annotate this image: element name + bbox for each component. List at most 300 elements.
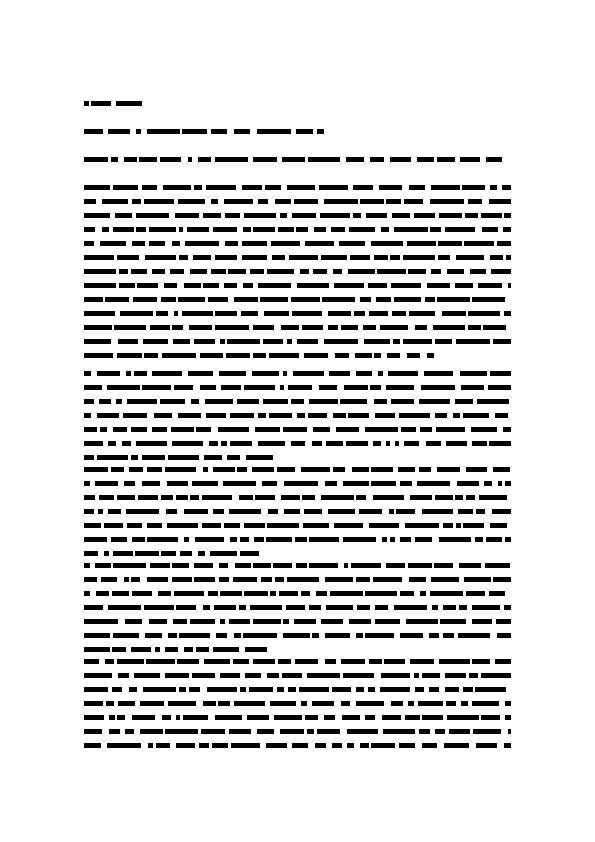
text-glyph-run bbox=[84, 591, 90, 596]
header-label-line bbox=[84, 101, 142, 106]
text-glyph-run bbox=[353, 185, 373, 190]
text-glyph-run bbox=[124, 157, 137, 162]
text-glyph-run bbox=[360, 199, 384, 204]
text-glyph-run bbox=[84, 129, 103, 134]
text-glyph-run bbox=[215, 715, 242, 720]
text-glyph-run bbox=[486, 157, 502, 162]
text-glyph-run bbox=[109, 729, 120, 734]
text-glyph-run bbox=[468, 311, 500, 316]
text-glyph-run bbox=[179, 227, 183, 232]
text-glyph-run bbox=[253, 619, 281, 624]
text-glyph-run bbox=[124, 481, 135, 486]
text-glyph-run bbox=[381, 227, 389, 232]
text-glyph-run bbox=[101, 577, 117, 582]
text-glyph-run bbox=[489, 591, 505, 596]
text-glyph-run bbox=[340, 399, 367, 404]
text-glyph-run bbox=[84, 509, 94, 514]
text-glyph-run bbox=[125, 619, 142, 624]
text-glyph-run bbox=[302, 325, 323, 330]
text-glyph-run bbox=[359, 509, 382, 514]
text-glyph-run bbox=[245, 647, 267, 652]
text-glyph-run bbox=[277, 467, 295, 472]
text-glyph-run bbox=[444, 743, 469, 748]
text-glyph-run bbox=[476, 509, 485, 514]
text-glyph-run bbox=[118, 673, 129, 678]
text-glyph-run bbox=[328, 509, 355, 514]
text-glyph-run bbox=[152, 371, 182, 376]
text-glyph-run bbox=[418, 701, 443, 706]
text-glyph-run bbox=[456, 255, 484, 260]
text-glyph-run bbox=[477, 399, 509, 404]
text-glyph-run bbox=[429, 687, 439, 692]
text-glyph-run bbox=[96, 591, 109, 596]
text-glyph-run bbox=[136, 213, 169, 218]
text-glyph-run bbox=[168, 701, 196, 706]
text-glyph-run bbox=[142, 385, 171, 390]
text-glyph-run bbox=[107, 743, 141, 748]
paragraph-2-line bbox=[84, 371, 511, 376]
text-glyph-run bbox=[218, 701, 230, 706]
text-glyph-run bbox=[503, 427, 511, 432]
text-glyph-run bbox=[126, 371, 131, 376]
text-glyph-run bbox=[178, 413, 201, 418]
text-glyph-run bbox=[269, 353, 299, 358]
text-glyph-run bbox=[113, 633, 139, 638]
text-glyph-run bbox=[422, 715, 443, 720]
text-glyph-run bbox=[389, 509, 394, 514]
text-glyph-run bbox=[266, 743, 287, 748]
text-glyph-run bbox=[369, 523, 399, 528]
text-glyph-run bbox=[353, 213, 361, 218]
text-glyph-run bbox=[308, 157, 340, 162]
text-glyph-run bbox=[150, 325, 170, 330]
text-glyph-run bbox=[215, 157, 248, 162]
text-glyph-run bbox=[497, 633, 511, 638]
text-glyph-run bbox=[284, 481, 318, 486]
text-glyph-run bbox=[269, 413, 292, 418]
text-glyph-run bbox=[160, 399, 185, 404]
text-glyph-run bbox=[386, 563, 405, 568]
text-glyph-run bbox=[503, 227, 511, 232]
text-glyph-run bbox=[184, 647, 193, 652]
text-glyph-run bbox=[224, 523, 240, 528]
text-glyph-run bbox=[296, 563, 307, 568]
text-glyph-run bbox=[505, 715, 511, 720]
text-glyph-run bbox=[287, 577, 319, 582]
text-glyph-run bbox=[266, 537, 292, 542]
text-glyph-run bbox=[178, 199, 205, 204]
text-glyph-run bbox=[84, 605, 103, 610]
text-glyph-run bbox=[204, 455, 222, 460]
text-glyph-run bbox=[431, 577, 459, 582]
text-glyph-run bbox=[200, 353, 223, 358]
text-glyph-run bbox=[84, 647, 110, 652]
text-glyph-run bbox=[252, 371, 279, 376]
text-glyph-run bbox=[312, 441, 322, 446]
text-glyph-run bbox=[346, 157, 364, 162]
text-glyph-run bbox=[187, 227, 209, 232]
text-glyph-run bbox=[263, 399, 288, 404]
text-glyph-run bbox=[370, 157, 384, 162]
text-glyph-run bbox=[375, 413, 395, 418]
text-glyph-run bbox=[287, 339, 292, 344]
text-glyph-run bbox=[392, 213, 410, 218]
text-glyph-run bbox=[347, 729, 378, 734]
text-glyph-run bbox=[190, 495, 199, 500]
text-glyph-run bbox=[443, 633, 454, 638]
text-glyph-run bbox=[374, 399, 387, 404]
text-glyph-run bbox=[240, 551, 259, 556]
text-glyph-run bbox=[84, 619, 118, 624]
paragraph-2-line bbox=[84, 385, 511, 390]
text-glyph-run bbox=[443, 523, 453, 528]
text-glyph-run bbox=[280, 213, 287, 218]
text-glyph-run bbox=[456, 339, 490, 344]
text-glyph-run bbox=[458, 509, 473, 514]
text-glyph-run bbox=[313, 427, 330, 432]
paragraph-3-line bbox=[84, 551, 260, 556]
text-glyph-run bbox=[194, 563, 213, 568]
paragraph-5-line bbox=[84, 659, 511, 664]
text-glyph-run bbox=[215, 311, 237, 316]
text-glyph-run bbox=[84, 563, 90, 568]
text-glyph-run bbox=[360, 743, 369, 748]
text-glyph-run bbox=[309, 563, 338, 568]
text-glyph-run bbox=[166, 509, 177, 514]
text-glyph-run bbox=[440, 619, 466, 624]
text-glyph-run bbox=[156, 311, 168, 316]
text-glyph-run bbox=[350, 255, 370, 260]
text-glyph-run bbox=[280, 729, 304, 734]
text-glyph-run bbox=[472, 297, 505, 302]
text-glyph-run bbox=[481, 715, 500, 720]
text-glyph-run bbox=[111, 467, 124, 472]
text-glyph-run bbox=[258, 199, 268, 204]
text-glyph-run bbox=[504, 311, 511, 316]
text-glyph-run bbox=[207, 687, 237, 692]
text-glyph-run bbox=[84, 441, 103, 446]
text-glyph-run bbox=[368, 687, 375, 692]
text-glyph-run bbox=[165, 467, 196, 472]
text-glyph-run bbox=[117, 495, 135, 500]
text-glyph-run bbox=[183, 715, 208, 720]
text-glyph-run bbox=[108, 441, 116, 446]
text-glyph-run bbox=[490, 523, 507, 528]
paragraph-2-line bbox=[84, 455, 274, 460]
text-glyph-run bbox=[313, 269, 327, 274]
text-glyph-run bbox=[244, 523, 265, 528]
text-glyph-run bbox=[244, 591, 268, 596]
text-glyph-run bbox=[203, 701, 216, 706]
text-glyph-run bbox=[223, 481, 256, 486]
text-glyph-run bbox=[253, 227, 275, 232]
text-glyph-run bbox=[447, 715, 479, 720]
text-glyph-run bbox=[84, 399, 94, 404]
text-glyph-run bbox=[211, 129, 227, 134]
text-glyph-run bbox=[250, 269, 264, 274]
text-glyph-run bbox=[258, 283, 291, 288]
text-glyph-run bbox=[414, 673, 419, 678]
text-glyph-run bbox=[371, 467, 393, 472]
text-glyph-run bbox=[225, 213, 240, 218]
text-glyph-run bbox=[490, 371, 511, 376]
text-glyph-run bbox=[227, 339, 260, 344]
text-glyph-run bbox=[320, 213, 350, 218]
text-glyph-run bbox=[129, 467, 143, 472]
paragraph-1-line bbox=[84, 269, 511, 274]
text-glyph-run bbox=[502, 185, 511, 190]
text-glyph-run bbox=[466, 467, 487, 472]
text-glyph-run bbox=[84, 297, 103, 302]
text-glyph-run bbox=[168, 633, 177, 638]
text-glyph-run bbox=[380, 325, 408, 330]
text-glyph-run bbox=[505, 537, 511, 542]
text-glyph-run bbox=[244, 385, 275, 390]
text-glyph-run bbox=[174, 385, 193, 390]
text-glyph-run bbox=[491, 269, 511, 274]
paragraph-4-line bbox=[84, 647, 267, 652]
text-glyph-run bbox=[116, 101, 142, 106]
text-glyph-run bbox=[240, 687, 246, 692]
text-glyph-run bbox=[366, 213, 387, 218]
text-glyph-run bbox=[167, 481, 188, 486]
paragraph-3-line bbox=[84, 509, 511, 514]
text-glyph-run bbox=[303, 523, 329, 528]
text-glyph-run bbox=[457, 481, 479, 486]
text-glyph-run bbox=[213, 509, 224, 514]
text-glyph-run bbox=[152, 427, 167, 432]
text-glyph-run bbox=[321, 619, 343, 624]
text-glyph-run bbox=[496, 619, 511, 624]
text-glyph-run bbox=[155, 647, 160, 652]
text-glyph-run bbox=[297, 283, 329, 288]
text-glyph-run bbox=[470, 269, 486, 274]
text-glyph-run bbox=[429, 633, 439, 638]
text-glyph-run bbox=[108, 509, 121, 514]
text-glyph-run bbox=[263, 339, 283, 344]
text-glyph-run bbox=[201, 729, 225, 734]
text-glyph-run bbox=[464, 577, 491, 582]
text-glyph-run bbox=[253, 659, 275, 664]
text-glyph-run bbox=[493, 339, 511, 344]
text-glyph-run bbox=[192, 481, 218, 486]
text-glyph-run bbox=[262, 481, 277, 486]
text-glyph-run bbox=[113, 185, 138, 190]
text-glyph-run bbox=[221, 385, 241, 390]
text-glyph-run bbox=[132, 537, 145, 542]
text-glyph-run bbox=[348, 413, 369, 418]
text-glyph-run bbox=[213, 647, 239, 652]
text-glyph-run bbox=[260, 297, 288, 302]
text-glyph-run bbox=[111, 157, 118, 162]
text-glyph-run bbox=[172, 241, 180, 246]
text-glyph-run bbox=[234, 633, 241, 638]
text-glyph-run bbox=[84, 227, 95, 232]
text-glyph-run bbox=[334, 283, 364, 288]
text-glyph-run bbox=[113, 427, 127, 432]
text-glyph-run bbox=[219, 563, 228, 568]
text-glyph-run bbox=[84, 353, 113, 358]
text-glyph-run bbox=[437, 467, 460, 472]
text-glyph-run bbox=[435, 495, 453, 500]
text-glyph-run bbox=[102, 227, 109, 232]
text-glyph-run bbox=[356, 577, 370, 582]
text-glyph-run bbox=[273, 563, 292, 568]
text-glyph-run bbox=[156, 743, 170, 748]
text-glyph-run bbox=[307, 673, 340, 678]
text-glyph-run bbox=[488, 385, 511, 390]
text-glyph-run bbox=[117, 659, 144, 664]
text-glyph-run bbox=[95, 481, 118, 486]
text-glyph-run bbox=[472, 701, 499, 706]
text-glyph-run bbox=[355, 353, 372, 358]
text-glyph-run bbox=[407, 241, 436, 246]
text-glyph-run bbox=[293, 371, 324, 376]
text-glyph-run bbox=[142, 481, 160, 486]
text-glyph-run bbox=[147, 577, 168, 582]
paragraph-2-line bbox=[84, 399, 511, 404]
text-glyph-run bbox=[84, 455, 94, 460]
text-glyph-run bbox=[325, 481, 337, 486]
text-glyph-run bbox=[162, 353, 196, 358]
text-glyph-run bbox=[118, 339, 138, 344]
text-glyph-run bbox=[136, 129, 141, 134]
text-glyph-run bbox=[234, 297, 258, 302]
text-glyph-run bbox=[194, 339, 215, 344]
text-glyph-run bbox=[483, 325, 506, 330]
text-glyph-run bbox=[84, 213, 110, 218]
text-glyph-run bbox=[221, 441, 227, 446]
text-glyph-run bbox=[144, 605, 174, 610]
text-glyph-run bbox=[394, 297, 421, 302]
text-glyph-run bbox=[312, 633, 319, 638]
text-glyph-run bbox=[84, 481, 90, 486]
paragraph-4-line bbox=[84, 619, 511, 624]
text-glyph-run bbox=[179, 687, 186, 692]
text-glyph-run bbox=[392, 311, 406, 316]
text-glyph-run bbox=[132, 715, 155, 720]
text-glyph-run bbox=[415, 687, 424, 692]
text-glyph-run bbox=[239, 605, 246, 610]
text-glyph-run bbox=[462, 185, 485, 190]
text-glyph-run bbox=[324, 715, 335, 720]
text-glyph-run bbox=[326, 441, 343, 446]
text-glyph-run bbox=[437, 157, 455, 162]
text-glyph-run bbox=[309, 537, 339, 542]
text-glyph-run bbox=[182, 311, 213, 316]
text-glyph-run bbox=[360, 297, 371, 302]
text-glyph-run bbox=[95, 563, 111, 568]
text-glyph-run bbox=[414, 213, 435, 218]
text-glyph-run bbox=[343, 537, 376, 542]
text-glyph-run bbox=[291, 441, 305, 446]
text-glyph-run bbox=[301, 591, 310, 596]
text-glyph-run bbox=[400, 591, 414, 596]
text-glyph-run bbox=[184, 537, 189, 542]
text-glyph-run bbox=[394, 605, 427, 610]
text-glyph-run bbox=[132, 591, 152, 596]
text-glyph-run bbox=[143, 687, 176, 692]
text-glyph-run bbox=[131, 269, 147, 274]
text-glyph-run bbox=[104, 523, 123, 528]
text-glyph-run bbox=[84, 537, 107, 542]
text-glyph-run bbox=[176, 495, 188, 500]
text-glyph-run bbox=[265, 185, 281, 190]
text-glyph-run bbox=[435, 729, 445, 734]
text-glyph-run bbox=[84, 255, 114, 260]
text-glyph-run bbox=[161, 495, 173, 500]
text-glyph-run bbox=[305, 241, 334, 246]
text-glyph-run bbox=[137, 283, 158, 288]
text-glyph-run bbox=[439, 213, 462, 218]
text-glyph-run bbox=[204, 659, 230, 664]
text-glyph-run bbox=[84, 185, 110, 190]
text-glyph-run bbox=[333, 467, 345, 472]
text-glyph-run bbox=[255, 495, 275, 500]
text-glyph-run bbox=[378, 371, 383, 376]
text-glyph-run bbox=[493, 467, 510, 472]
text-glyph-run bbox=[433, 325, 465, 330]
text-glyph-run bbox=[281, 495, 300, 500]
text-glyph-run bbox=[147, 523, 162, 528]
text-glyph-run bbox=[189, 687, 200, 692]
text-glyph-run bbox=[206, 185, 236, 190]
text-glyph-run bbox=[495, 413, 508, 418]
text-glyph-run bbox=[172, 577, 192, 582]
text-glyph-run bbox=[371, 743, 395, 748]
text-glyph-run bbox=[443, 605, 456, 610]
text-glyph-run bbox=[242, 255, 267, 260]
text-glyph-run bbox=[498, 481, 502, 486]
text-glyph-run bbox=[229, 619, 250, 624]
text-glyph-run bbox=[246, 455, 273, 460]
text-glyph-run bbox=[206, 413, 226, 418]
text-glyph-run bbox=[399, 413, 430, 418]
text-glyph-run bbox=[438, 241, 462, 246]
text-glyph-run bbox=[508, 729, 511, 734]
text-glyph-run bbox=[300, 269, 309, 274]
text-glyph-run bbox=[117, 715, 125, 720]
text-glyph-run bbox=[210, 551, 237, 556]
text-glyph-run bbox=[124, 577, 129, 582]
text-glyph-run bbox=[283, 633, 310, 638]
text-glyph-run bbox=[188, 371, 213, 376]
text-glyph-run bbox=[243, 283, 253, 288]
text-glyph-run bbox=[113, 227, 134, 232]
text-glyph-run bbox=[118, 701, 135, 706]
text-glyph-run bbox=[179, 633, 210, 638]
text-glyph-run bbox=[190, 619, 215, 624]
text-glyph-run bbox=[386, 385, 414, 390]
paragraph-5-line bbox=[84, 673, 511, 678]
text-glyph-run bbox=[328, 325, 338, 330]
text-glyph-run bbox=[185, 241, 219, 246]
text-glyph-run bbox=[403, 255, 435, 260]
text-glyph-run bbox=[377, 269, 406, 274]
text-glyph-run bbox=[233, 577, 257, 582]
text-glyph-run bbox=[422, 673, 440, 678]
text-glyph-run bbox=[469, 673, 478, 678]
text-glyph-run bbox=[112, 591, 129, 596]
text-glyph-run bbox=[329, 371, 350, 376]
text-glyph-run bbox=[490, 185, 497, 190]
text-glyph-run bbox=[231, 743, 260, 748]
text-glyph-run bbox=[237, 399, 259, 404]
text-glyph-run bbox=[84, 467, 108, 472]
paragraph-4-line bbox=[84, 563, 511, 568]
text-glyph-run bbox=[492, 509, 511, 514]
text-glyph-run bbox=[356, 371, 372, 376]
